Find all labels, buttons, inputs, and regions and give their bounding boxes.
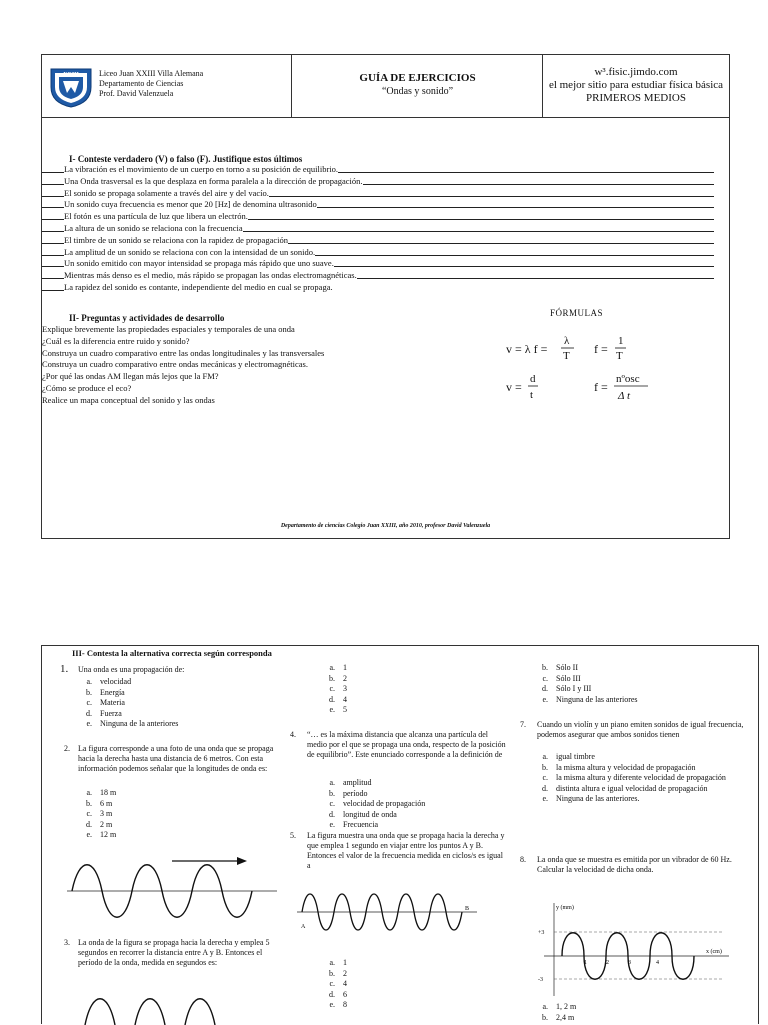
site-description: el mejor sitio para estudiar física básica xyxy=(548,79,724,91)
formula-4-left: f = xyxy=(594,380,608,394)
formula-3-num: d xyxy=(530,373,536,385)
page-footer: Departamento de ciencias Colegio Juan XXIII, año 2010, profesor David Valenzuela xyxy=(280,523,491,529)
option[interactable]: c. Sólo III xyxy=(542,673,581,683)
true-false-item: Una Onda trasversal es la que desplaza en forma paralela a la dirección de propagación. xyxy=(42,176,729,188)
option[interactable]: c. velocidad de propagación xyxy=(329,799,426,808)
q8-y-axis-label: y (mm) xyxy=(556,905,574,911)
course-level: PRIMEROS MEDIOS xyxy=(586,92,686,104)
q4-text: “… es la máxima distancia que alcanza una partícula del medio por el que se propaga una onda, respecto de la posición de equilibrio”. Este enunciado corresponde a la definición de xyxy=(307,730,506,759)
q3-wave-figure xyxy=(80,996,220,1025)
q8-tick: 3 xyxy=(628,960,631,966)
true-false-item: Un sonido cuya frecuencia es menor que 20 [Hz] de denomina ultrasonido xyxy=(42,199,729,211)
q2-text: La figura corresponde a una foto de una onda que se propaga hacia la derecha hasta una distancia de 6 metros. Con esta información podemos señalar que la longitudes de onda es: xyxy=(78,744,274,773)
q2-options xyxy=(74,788,116,841)
option[interactable]: c. la misma altura y diferente velocidad de propagación xyxy=(542,773,726,782)
formula-1-den: T xyxy=(563,350,570,362)
q2-number: 2. xyxy=(64,744,70,753)
q1-options xyxy=(74,677,178,730)
option[interactable]: c. Materia xyxy=(86,698,125,707)
formula-4-num: nºosc xyxy=(616,373,640,385)
option[interactable]: e. 5 xyxy=(329,705,347,714)
q8-number: 8. xyxy=(520,855,526,864)
option[interactable]: d. 4 xyxy=(329,694,347,704)
justification-line[interactable] xyxy=(334,258,714,267)
option[interactable]: b. 2,4 m xyxy=(542,1012,575,1022)
q6-options xyxy=(530,663,638,705)
development-item: ¿Por qué las ondas AM llegan más lejos que la FM? xyxy=(42,371,219,382)
option[interactable]: b. 6 m xyxy=(86,798,113,808)
q8-x-axis-label: x (cm) xyxy=(706,949,722,955)
justification-line[interactable] xyxy=(357,270,714,279)
q8-y-plus: +3 xyxy=(538,930,545,936)
option[interactable]: d. Sólo I y III xyxy=(542,684,592,693)
option[interactable]: a. 1 xyxy=(329,663,347,672)
q3-options xyxy=(317,663,347,716)
q4-options xyxy=(317,778,425,831)
institution-department: Departamento de Ciencias xyxy=(99,79,184,88)
answer-blank[interactable] xyxy=(42,188,64,197)
justification-line[interactable] xyxy=(288,235,714,244)
justification-line[interactable] xyxy=(269,188,714,197)
q5-number: 5. xyxy=(290,831,296,840)
true-false-item: La rapidez del sonido es contante, independiente del medio en cual se propaga. xyxy=(42,282,729,294)
formula-3-left: v = xyxy=(506,380,522,394)
answer-blank[interactable] xyxy=(42,235,64,244)
option[interactable]: e. Ninguna de la anteriores xyxy=(86,719,179,728)
formula-2-den: T xyxy=(616,350,623,362)
formulas-box xyxy=(502,327,682,417)
true-false-item: Un sonido emitido con mayor intensidad se propaga más rápido que uno suave. xyxy=(42,258,729,270)
site-url[interactable]: w³.fisic.jimdo.com xyxy=(594,66,678,78)
option[interactable]: a. amplitud xyxy=(329,778,372,787)
option[interactable]: a. igual timbre xyxy=(542,752,595,761)
option[interactable]: c. 3 m xyxy=(86,809,113,818)
justification-line[interactable] xyxy=(338,164,714,173)
option[interactable]: e. Frecuencia xyxy=(329,820,379,829)
answer-blank[interactable] xyxy=(42,223,64,232)
option[interactable]: e. Ninguna de las anteriores xyxy=(542,694,638,704)
option[interactable]: a. velocidad xyxy=(86,677,132,686)
section-two-title: II- Preguntas y actividades de desarrollo xyxy=(69,313,225,323)
institution-name: Liceo Juan XXIII Villa Alemana xyxy=(99,69,204,78)
option[interactable]: c. 3 xyxy=(329,684,347,693)
institution-cell xyxy=(42,55,292,117)
development-item: Construya un cuadro comparativo entre ondas mecánicas y electromagnéticas. xyxy=(42,359,308,370)
option[interactable]: a. 18 m xyxy=(86,788,117,797)
option[interactable]: b. Energía xyxy=(86,687,125,697)
true-false-item: El timbre de un sonido se relaciona con la rapidez de propagación xyxy=(42,235,729,247)
q3-text: La onda de la figura se propaga hacia la derecha y emplea 5 segundos en recorrer la distancia entre A y B. Entonces el período de la onda, medida en segundos es: xyxy=(78,938,270,967)
formula-2-num: 1 xyxy=(618,335,624,347)
logo-text: XXIII xyxy=(63,72,79,78)
school-logo xyxy=(49,65,93,109)
page-two xyxy=(41,645,759,1024)
page-one xyxy=(41,54,730,539)
arrow-right-icon xyxy=(237,857,247,865)
true-false-item: El sonido se propaga solamente a través del aire y del vacío. xyxy=(42,188,729,200)
q7-options xyxy=(530,752,755,805)
answer-blank[interactable] xyxy=(42,164,64,173)
development-item: Realice un mapa conceptual del sonido y las ondas xyxy=(42,394,215,405)
q4-number: 4. xyxy=(290,730,296,739)
option[interactable]: d. 2 m xyxy=(86,819,113,829)
formulas-title: FÓRMULAS xyxy=(550,308,604,318)
option[interactable]: b. 2 xyxy=(329,968,347,978)
q7-text: Cuando un violín y un piano emiten sonidos de igual frecuencia, podemos asegurar que ambos sonidos tienen xyxy=(537,720,744,739)
option[interactable]: b. período xyxy=(329,788,368,798)
q8-tick: 1 xyxy=(584,960,587,966)
formula-3-den: t xyxy=(530,389,534,401)
q2-wave-figure xyxy=(67,851,282,931)
development-item: ¿Cuál es la diferencia entre ruido y sonido? xyxy=(42,335,190,346)
option[interactable]: b. la misma altura y velocidad de propagación xyxy=(542,762,696,772)
true-false-item: La amplitud de un sonido se relaciona con con la intensidad de un sonido. xyxy=(42,247,729,259)
site-info xyxy=(543,66,729,105)
answer-blank[interactable] xyxy=(42,247,64,256)
q8-wave-graph xyxy=(534,901,734,1001)
q5-options xyxy=(317,958,347,1011)
justification-line[interactable] xyxy=(243,223,714,232)
institution-info xyxy=(99,69,203,99)
option[interactable]: e. 12 m xyxy=(86,830,117,839)
site-cell xyxy=(543,55,729,117)
q3-number: 3. xyxy=(64,938,70,947)
option[interactable]: b. Sólo II xyxy=(542,663,578,672)
development-item: Explique brevemente las propiedades espaciales y temporales de una onda xyxy=(42,324,295,334)
page-title: GUÍA DE EJERCICIOS xyxy=(359,72,476,84)
option[interactable]: a. 1 xyxy=(329,958,347,967)
section-one-title: I- Conteste verdadero (V) o falso (F). Justifique estos últimos xyxy=(69,154,303,164)
formula-1-left: v = λ f = xyxy=(506,342,548,356)
q8-tick: 4 xyxy=(656,960,659,966)
answer-blank[interactable] xyxy=(42,211,64,220)
option[interactable]: c. 4 xyxy=(329,979,347,988)
institution-teacher: Prof. David Valenzuela xyxy=(99,89,174,98)
formula-1-num: λ xyxy=(564,335,570,347)
option[interactable]: b. 2 xyxy=(329,673,347,683)
justification-line[interactable] xyxy=(317,199,714,208)
true-false-item: Mientras más denso es el medio, más rápido se propagan las ondas electromagnéticas. xyxy=(42,270,729,282)
option[interactable]: d. longitud de onda xyxy=(329,809,397,819)
development-item: ¿Cómo se produce el eco? xyxy=(42,382,132,393)
formula-4-den: Δ t xyxy=(618,390,631,402)
development-item: Construya un cuadro comparativo entre las ondas longitudinales y las transversales xyxy=(42,347,325,358)
section-three-title: III- Contesta la alternativa correcta según corresponda xyxy=(72,648,272,658)
q8-options xyxy=(530,1002,576,1023)
answer-blank[interactable] xyxy=(42,270,64,279)
option[interactable]: a. 1, 2 m xyxy=(542,1002,577,1011)
true-false-list xyxy=(42,164,729,294)
q1-number: 1. xyxy=(60,663,69,675)
option[interactable]: d. distinta altura e igual velocidad de propagación xyxy=(542,783,708,793)
justification-line[interactable] xyxy=(315,247,714,256)
true-false-item: La vibración es el movimiento de un cuerpo en torno a su posición de equilibrio. xyxy=(42,164,729,176)
answer-blank[interactable] xyxy=(42,176,64,185)
answer-blank[interactable] xyxy=(42,282,64,291)
page-subtitle: “Ondas y sonido” xyxy=(381,86,454,97)
option[interactable]: e. 8 xyxy=(329,1000,347,1009)
option[interactable]: d. 6 xyxy=(329,989,347,999)
title-cell xyxy=(292,55,543,117)
q1-text: Una onda es una propagación de: xyxy=(78,665,185,674)
true-false-item: La altura de un sonido se relaciona con la frecuencia xyxy=(42,223,729,235)
true-false-item: El fotón es una partícula de luz que libera un electrón. xyxy=(42,211,729,223)
answer-blank[interactable] xyxy=(42,199,64,208)
header-table xyxy=(42,55,729,118)
option[interactable]: e. Ninguna de las anteriores. xyxy=(542,794,640,803)
development-list xyxy=(42,324,324,407)
justification-line[interactable] xyxy=(363,176,714,185)
q8-tick: 2 xyxy=(606,960,609,966)
answer-blank[interactable] xyxy=(42,258,64,267)
q5-text: La figura muestra una onda que se propaga hacia la derecha y que emplea 1 segundo en viajar entre los puntos A y B. Entonces el valor de la frecuencia medida en ciclos/s es igual a xyxy=(307,831,505,870)
q8-text: La onda que se muestra es emitida por un vibrador de 60 Hz. Calcular la velocidad de dicha onda. xyxy=(537,855,732,874)
justification-line[interactable] xyxy=(248,211,714,220)
formula-2-left: f = xyxy=(594,342,608,356)
q5-point-b: B xyxy=(465,906,470,912)
option[interactable]: d. Fuerza xyxy=(86,708,122,718)
q5-wave-figure xyxy=(297,884,482,939)
q8-y-minus: -3 xyxy=(538,977,543,983)
q7-number: 7. xyxy=(520,720,526,729)
q5-point-a: A xyxy=(301,924,306,930)
